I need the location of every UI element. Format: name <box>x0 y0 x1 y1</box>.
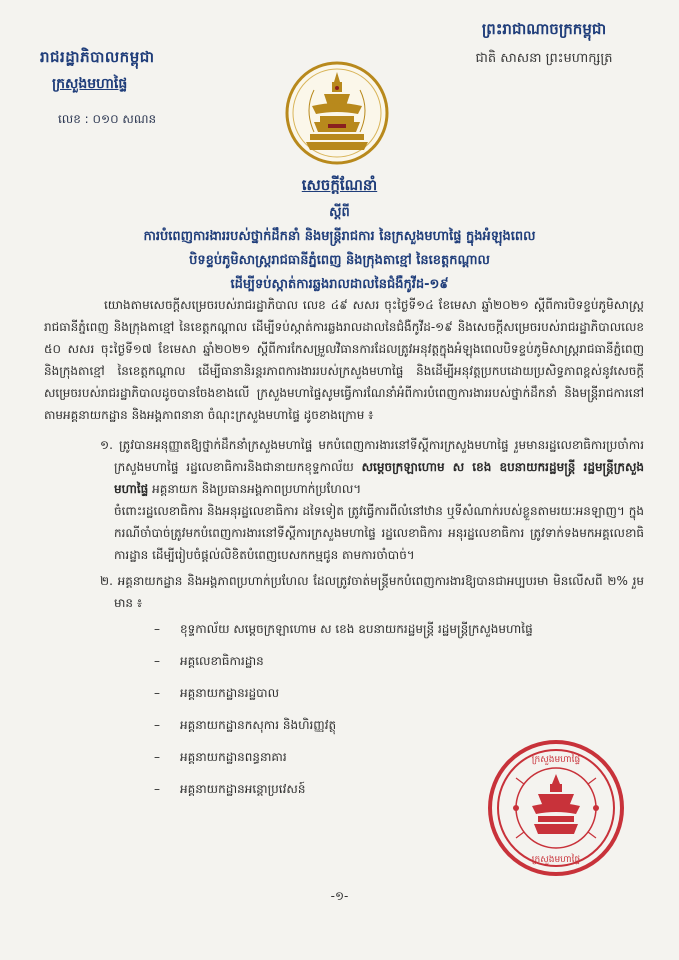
list-item: – អគ្គនាយកដ្ឋានកសុការ និងហិរញ្ញវត្ថុ <box>154 714 644 736</box>
item-2 <box>100 570 644 614</box>
item-1-bold: សម្តេចក្រឡាហោម ស ខេង ឧបនាយករដ្ឋមន្ត្រី រដ្ឋមន្ត្រីក្រសួងមហាផ្ទៃ <box>114 460 644 496</box>
item-1-text: ១. ត្រូវបានអនុញ្ញាតឱ្យថ្នាក់ដឹកនាំក្រសួងមហាផ្ទៃ មកបំពេញការងារនៅទីស្តីការក្រសួងមហាផ្ទៃ រួមមានរដ្ឋលេខាធិការប្រចាំការក្រសួងមហាផ្ទៃ រដ្ឋលេខាធិការនិងជានាយកខុទ្ទកាល័យ <box>100 438 644 474</box>
kingdom-name: ព្រះរាជាណាចក្រកម្ពុជា <box>481 20 607 38</box>
seal-text-top: ក្រសួងមហាផ្ទៃ <box>531 755 581 765</box>
page-number: -១- <box>330 889 349 903</box>
item-1 <box>100 434 644 566</box>
list-item: – អគ្គនាយកដ្ឋានរដ្ឋបាល <box>154 682 644 704</box>
ministry-seal-icon <box>486 738 626 878</box>
list-item: – អគ្គនាយកដ្ឋានអន្តោប្រវេសន៍ <box>154 778 644 800</box>
item-1-text-c: ចំពោះរដ្ឋលេខាធិការ និងអនុរដ្ឋលេខាធិការ ដទៃទៀត ត្រូវធ្វើការពីលំនៅឋាន ឬទីសំណាក់របស់ខ្លួនតាមរយៈអនឡាញ។ ក្នុងករណីចាំបាច់ត្រូវមកបំពេញការងារនៅទីស្តីការក្រសួងមហាផ្ទៃ រដ្ឋលេខាធិការ អនុរដ្ឋលេខាធិការ ត្រូវទាក់ទងមកអគ្គលេខាធិការដ្ឋាន ដើម្បីរៀបចំផ្តល់លិខិតបំពេញបេសកកម្មជូន តាមការចាំបាច់។ <box>114 504 644 562</box>
kingdom-header <box>449 20 639 69</box>
item-2-text: ២. អគ្គនាយកដ្ឋាន និងអង្គភាពប្រហាក់ប្រហែល ដែលត្រូវចាត់មន្ត្រីមកបំពេញការងារឱ្យបានជាអប្បបរមា មិនលើសពី ២% រួមមាន ៖ <box>100 574 644 610</box>
title-subject-2: បិទខ្ទប់ភូមិសាស្ត្ររាជធានីភ្នំពេញ និងក្រុងតាខ្មៅ នៃខេត្តកណ្តាល <box>189 253 490 268</box>
title-subject-1: ការបំពេញការងាររបស់ថ្នាក់ដឹកនាំ និងមន្ត្រីរាជការ នៃក្រសួងមហាផ្ទៃ ក្នុងអំឡុងពេល <box>143 229 536 244</box>
title-subject-3: ដើម្បីទប់ស្កាត់ការឆ្លងរាលដាលនៃជំងឺកូវីដ-១៩ <box>230 277 449 292</box>
list-item: – ខុទ្ទកាល័យ សម្តេចក្រឡាហោម ស ខេង ឧបនាយករដ្ឋមន្ត្រី រដ្ឋមន្ត្រីក្រសួងមហាផ្ទៃ <box>154 618 644 640</box>
ministry-header <box>40 48 190 129</box>
national-motto: ជាតិ សាសនា ព្រះមហាក្សត្រ <box>475 51 613 66</box>
government-name: រាជរដ្ឋាភិបាលកម្ពុជា <box>40 48 155 66</box>
royal-emblem-icon <box>284 60 390 166</box>
document-title <box>60 176 619 295</box>
reference-number: លេខ : ០១០ សណន <box>58 112 157 126</box>
title-about: ស្តីពី <box>329 205 350 220</box>
seal-text-bottom: ក្រសួងមហាផ្ទៃ <box>531 855 581 865</box>
ministry-name: ក្រសួងមហាផ្ទៃ <box>52 76 128 92</box>
item-1-text-b: អគ្គនាយក និងប្រធានអង្គភាពប្រហាក់ប្រហែល។ <box>152 482 362 496</box>
document-body <box>44 294 644 810</box>
title-type: សេចក្តីណែនាំ <box>301 176 378 194</box>
list-item: – អគ្គលេខាធិការដ្ឋាន <box>154 650 644 672</box>
list-item: – អគ្គនាយកដ្ឋានពន្ធនាគារ <box>154 746 644 768</box>
intro-paragraph: យោងតាមសេចក្តីសម្រេចរបស់រាជរដ្ឋាភិបាល លេខ ៤៩ សសរ ចុះថ្ងៃទី១៤ ខែមេសា ឆ្នាំ២០២១ ស្តីពីការបិទខ្ទប់ភូមិសាស្ត្ររាជធានីភ្នំពេញ និងក្រុងតាខ្មៅ នៃខេត្តកណ្តាល ដើម្បីទប់ស្កាត់ការឆ្លងរាលដាលនៃជំងឺកូវីដ-១៩ និងសេចក្តីសម្រេចរបស់រាជរដ្ឋាភិបាលលេខ ៥០ សសរ ចុះថ្ងៃទី១៧ ខែមេសា ឆ្នាំ២០២១ ស្តីពីការកែសម្រួលវិធានការដែលត្រូវអនុវត្តក្នុងអំឡុងពេលបិទខ្ទប់ភូមិសាស្ត្ររាជធានីភ្នំពេញ និងក្រុងតាខ្មៅ នៃខេត្តកណ្តាល ដើម្បីធានានិរន្តរភាពការងាររបស់ក្រសួងមហាផ្ទៃ និងដើម្បីអនុវត្តប្រកបដោយប្រសិទ្ធភាពខ្ពស់នូវសេចក្តីសម្រេចរបស់រាជរដ្ឋាភិបាលដូចបានចែងខាងលើ ក្រសួងមហាផ្ទៃសូមធ្វើការណែនាំអំពីការបំពេញការងាររបស់ថ្នាក់ដឹកនាំ និងមន្ត្រីរាជការនៅតាមអគ្គនាយកដ្ឋាន និងអង្គភាពនានា ចំណុះក្រសួងមហាផ្ទៃ ដូចខាងក្រោម ៖ <box>44 298 644 422</box>
